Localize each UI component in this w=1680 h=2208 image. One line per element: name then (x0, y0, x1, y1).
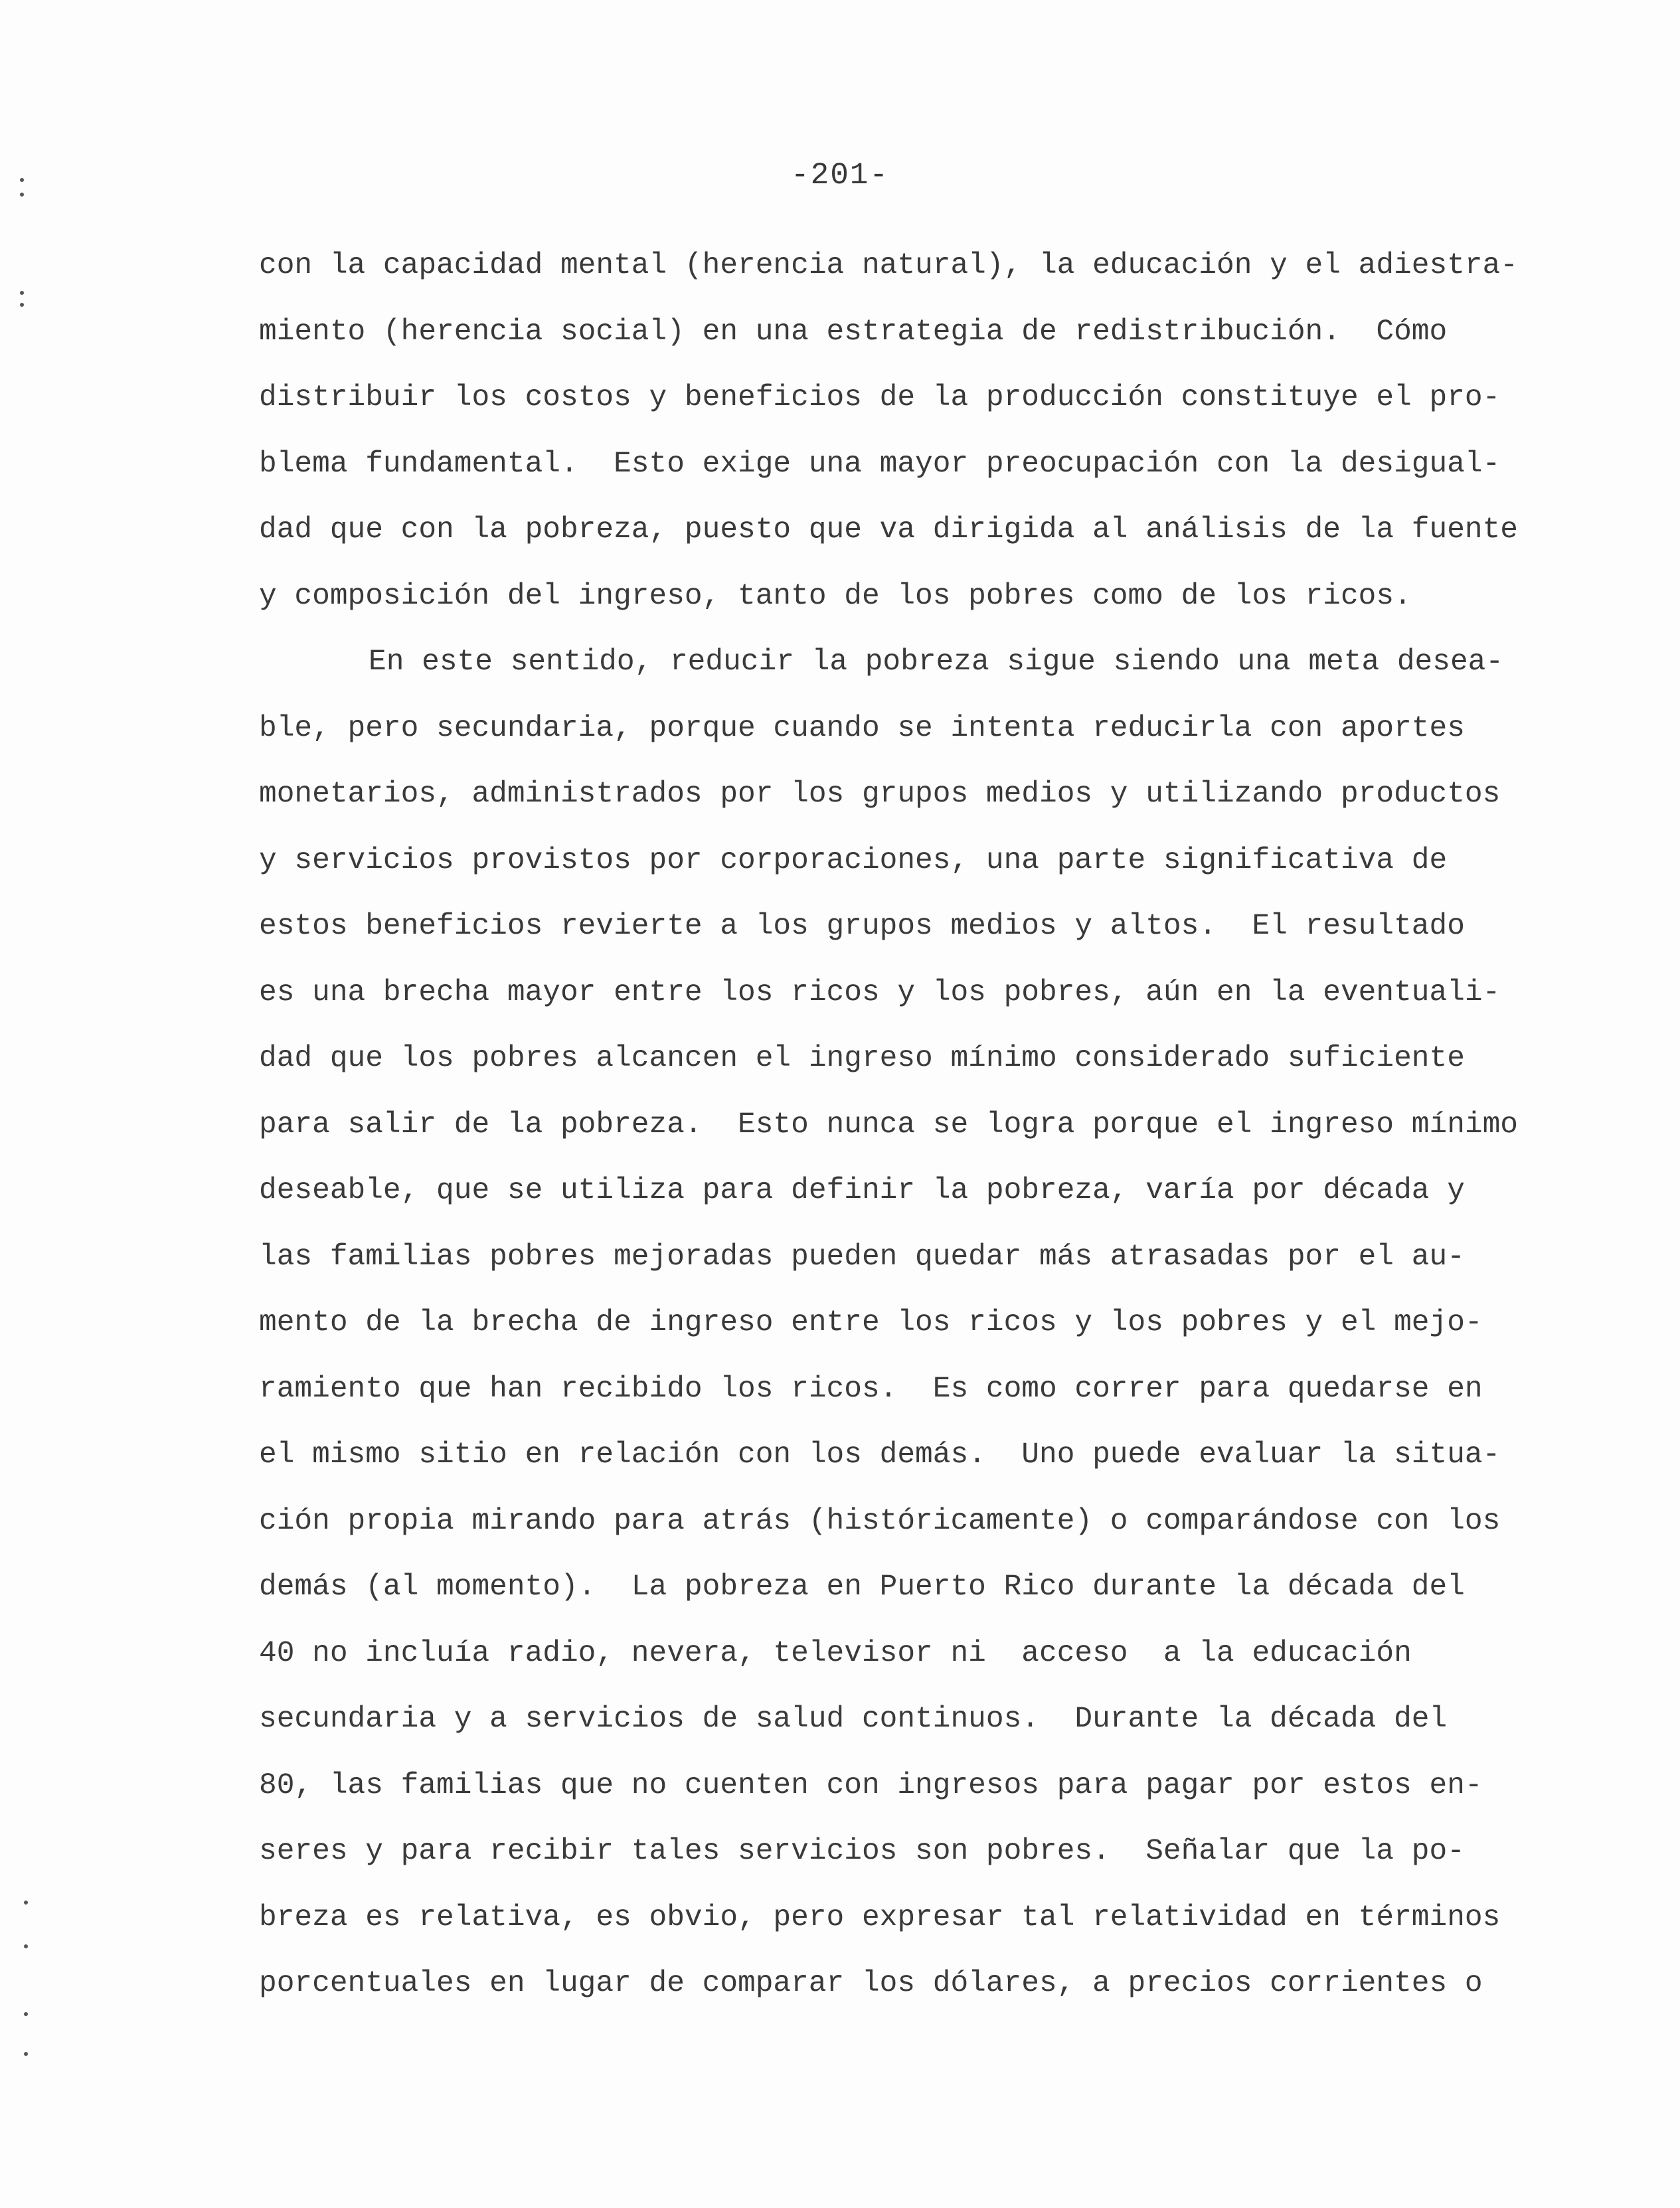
text-line: deseable, que se utiliza para definir la pobreza, varía por década y (259, 1174, 1465, 1207)
text-line: y composición del ingreso, tanto de los pobres como de los ricos. (259, 579, 1412, 613)
text-line: secundaria y a servicios de salud continuos. Durante la década del (259, 1703, 1448, 1736)
text-line: blema fundamental. Esto exige una mayor preocupación con la desigual- (259, 447, 1501, 481)
page-number: -201- (790, 158, 890, 193)
text-line: es una brecha mayor entre los ricos y los pobres, aún en la eventuali- (259, 976, 1501, 1009)
margin-speck (20, 291, 24, 295)
text-line: dad que con la pobreza, puesto que va dirigida al análisis de la fuente (259, 513, 1519, 547)
text-line: para salir de la pobreza. Esto nunca se logra porque el ingreso mínimo (259, 1108, 1519, 1142)
text-line: el mismo sitio en relación con los demás. Uno puede evaluar la situa- (259, 1438, 1501, 1472)
text-line: ción propia mirando para atrás (históricamente) o comparándose con los (259, 1504, 1501, 1538)
text-line: distribuir los costos y beneficios de la producción constituye el pro- (259, 381, 1501, 414)
text-line: estos beneficios revierte a los grupos medios y altos. El resultado (259, 910, 1465, 943)
text-line: demás (al momento). La pobreza en Puerto Rico durante la década del (259, 1571, 1465, 1604)
text-line: ble, pero secundaria, porque cuando se intenta reducirla con aportes (259, 711, 1465, 745)
text-line: En este sentido, reducir la pobreza sigue siendo una meta desea- (369, 645, 1504, 679)
margin-speck (24, 1944, 28, 1948)
margin-speck (24, 2052, 28, 2056)
margin-speck (20, 303, 24, 307)
margin-speck (20, 193, 24, 197)
text-line: con la capacidad mental (herencia natural), la educación y el adiestra- (259, 249, 1519, 282)
body-text (259, 242, 1560, 2027)
text-line: breza es relativa, es obvio, pero expresar tal relatividad en términos (259, 1901, 1501, 1934)
text-line: ramiento que han recibido los ricos. Es como correr para quedarse en (259, 1372, 1483, 1406)
text-line: las familias pobres mejoradas pueden quedar más atrasadas por el au- (259, 1240, 1465, 1274)
text-line: 80, las familias que no cuenten con ingresos para pagar por estos en- (259, 1768, 1483, 1802)
margin-speck (24, 2012, 28, 2016)
margin-speck (24, 1901, 28, 1905)
margin-speck (20, 178, 24, 182)
text-line: y servicios provistos por corporaciones, una parte significativa de (259, 843, 1448, 877)
text-line: monetarios, administrados por los grupos medios y utilizando productos (259, 778, 1501, 811)
text-line: seres y para recibir tales servicios son pobres. Señalar que la po- (259, 1835, 1465, 1868)
text-line: porcentuales en lugar de comparar los dólares, a precios corrientes o (259, 1967, 1483, 2000)
text-line: dad que los pobres alcancen el ingreso mínimo considerado suficiente (259, 1042, 1465, 1075)
text-line: mento de la brecha de ingreso entre los ricos y los pobres y el mejo- (259, 1306, 1483, 1339)
text-line: 40 no incluía radio, nevera, televisor ni acceso a la educación (259, 1636, 1412, 1670)
text-line: miento (herencia social) en una estrategia de redistribución. Cómo (259, 315, 1448, 349)
